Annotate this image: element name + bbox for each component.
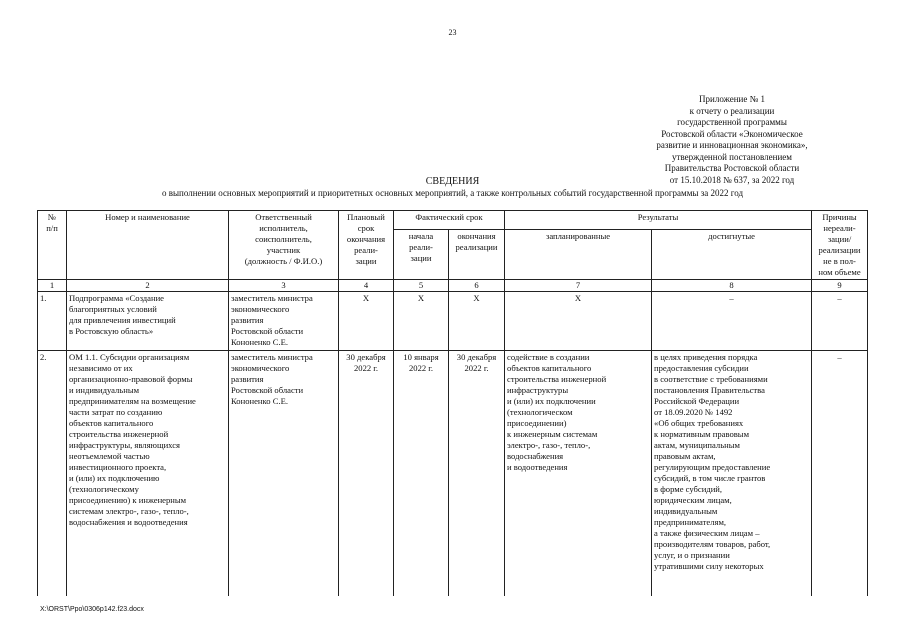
column-number: 7 bbox=[505, 280, 652, 292]
row-fact-end: 30 декабря 2022 г. bbox=[449, 351, 505, 596]
header-fact-start: начала реали- зации bbox=[394, 230, 449, 280]
document-subtitle: о выполнении основных мероприятий и приоритетных основных мероприятий, а также контрольных событий государственной программы за 2022 год bbox=[161, 188, 744, 198]
page-number: 23 bbox=[448, 28, 457, 37]
row-responsible: заместитель министра экономического развития Ростовской области Кононенко С.Е. bbox=[229, 292, 339, 351]
column-number: 6 bbox=[449, 280, 505, 292]
appendix-line: Правительства Ростовской области bbox=[664, 163, 800, 173]
header-achieved: достигнутые bbox=[652, 230, 812, 280]
row-responsible: заместитель министра экономического развития Ростовской области Кононенко С.Е. bbox=[229, 351, 339, 596]
row-plan-end: Х bbox=[339, 292, 394, 351]
file-path-footer: X:\ORST\Ppo\0306p142.f23.docx bbox=[40, 606, 144, 613]
appendix-line: государственной программы bbox=[677, 117, 787, 127]
header-fact-term: Фактический срок bbox=[394, 211, 505, 230]
row-planned: Х bbox=[505, 292, 652, 351]
appendix-block bbox=[617, 94, 847, 186]
appendix-line: к отчету о реализации bbox=[689, 105, 775, 116]
appendix-line: развитие и инновационная экономика», bbox=[656, 140, 808, 150]
header-responsible: Ответственный исполнитель, соисполнитель, участник (должность / Ф.И.О.) bbox=[229, 211, 339, 280]
row-fact-start: 10 января 2022 г. bbox=[394, 351, 449, 596]
appendix-line: утвержденной постановлением bbox=[672, 151, 792, 162]
column-number: 1 bbox=[38, 280, 67, 292]
header-name: Номер и наименование bbox=[67, 211, 229, 280]
header-results: Результаты bbox=[505, 211, 812, 230]
column-number: 9 bbox=[812, 280, 868, 292]
row-planned: содействие в создании объектов капитального строительства инженерной инфраструктуры и (или) их подключении (технологическом присоединении) к инженерным системам электро-, газо-, тепло-, водоснабжения и водоотведения bbox=[505, 351, 652, 596]
appendix-line: Ростовской области «Экономическое bbox=[661, 128, 803, 139]
row-reasons: – bbox=[812, 292, 868, 351]
row-fact-end: Х bbox=[449, 292, 505, 351]
header-row bbox=[38, 211, 868, 230]
header-reasons: Причины нереали- зации/ реализации не в пол- ном объеме bbox=[812, 211, 868, 280]
row-num: 2. bbox=[38, 351, 67, 596]
header-planned: запланированные bbox=[505, 230, 652, 280]
document-title: СВЕДЕНИЯ bbox=[425, 176, 480, 187]
column-number: 2 bbox=[67, 280, 229, 292]
column-number-row bbox=[38, 280, 868, 292]
header-fact-end: окончания реализации bbox=[449, 230, 505, 280]
header-num: № п/п bbox=[38, 211, 67, 280]
column-number: 8 bbox=[652, 280, 812, 292]
column-number: 5 bbox=[394, 280, 449, 292]
row-name: Подпрограмма «Создание благоприятных условий для привлечения инвестиций в Ростовскую область» bbox=[67, 292, 229, 351]
appendix-line: Приложение № 1 bbox=[699, 94, 765, 104]
table-row bbox=[38, 292, 868, 351]
row-achieved: – bbox=[652, 292, 812, 351]
table-row bbox=[38, 351, 868, 596]
row-name: ОМ 1.1. Субсидии организациям независимо от их организационно-правовой формы и индивидуальным предпринимателям на возмещение части затрат по созданию объектов капитального строительства инженерной инфраструктуры, являющихся неотъемлемой частью инвестиционного проекта, и (или) их подключению (технологическому присоединению) к инженерным системам электро-, газо-, тепло-, водоснабжения и водоотведения bbox=[67, 351, 229, 596]
row-fact-start: Х bbox=[394, 292, 449, 351]
column-number: 3 bbox=[229, 280, 339, 292]
row-achieved: в целях приведения порядка предоставления субсидии в соответствие с требованиями постановления Правительства Российской Федерации от 18.09.2020 № 1492 «Об общих требованиях к нормативным правовым актам, муниципальным правовым актам, регулирующим предоставление субсидий, в том числе грантов в форме субсидий, юридическим лицам, индивидуальным предпринимателям, а также физическим лицам – производителям товаров, работ, услуг, и о признании утратившими силу некоторых bbox=[652, 351, 812, 596]
report-table bbox=[37, 210, 868, 596]
appendix-line: от 15.10.2018 № 637, за 2022 год bbox=[669, 174, 795, 185]
row-plan-end: 30 декабря 2022 г. bbox=[339, 351, 394, 596]
row-reasons: – bbox=[812, 351, 868, 596]
header-plan-term: Плановый срок окончания реали- зации bbox=[339, 211, 394, 280]
row-num: 1. bbox=[38, 292, 67, 351]
column-number: 4 bbox=[339, 280, 394, 292]
